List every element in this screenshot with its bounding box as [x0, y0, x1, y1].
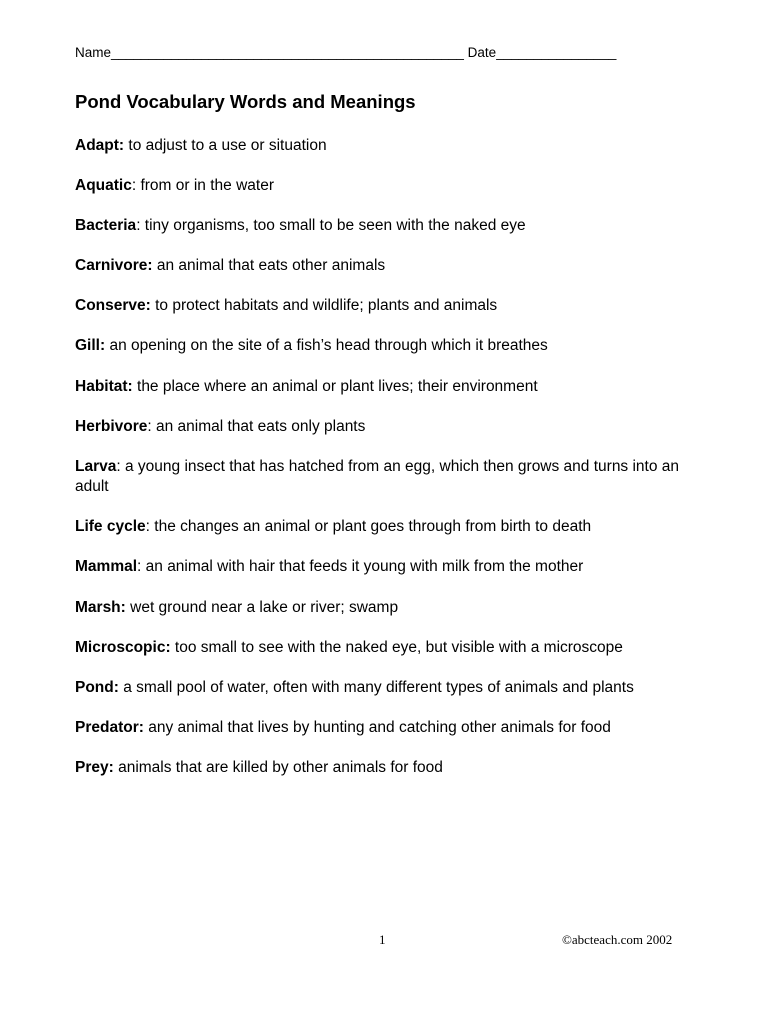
- copyright-notice: ©abcteach.com 2002: [562, 932, 673, 947]
- vocab-entry-conserve: [75, 296, 695, 317]
- vocab-term: Marsh:: [75, 598, 126, 616]
- vocab-term: Conserve:: [75, 297, 151, 315]
- vocab-term: Prey:: [75, 758, 114, 776]
- vocab-term: Herbivore: [75, 417, 148, 435]
- vocab-definition: animals that are killed by other animals for food: [113, 758, 443, 776]
- date-label: Date: [467, 45, 497, 60]
- vocab-definition: an opening on the site of a fish’s head through which it breathes: [105, 337, 548, 355]
- vocab-term: Pond:: [75, 678, 119, 696]
- vocab-term: Predator:: [75, 718, 144, 736]
- vocab-definition: wet ground near a lake or river; swamp: [125, 598, 399, 616]
- vocab-entry-herbivore: [75, 417, 695, 438]
- vocab-definition: : from or in the water: [131, 177, 274, 195]
- vocab-term: Bacteria: [75, 217, 137, 235]
- vocab-definition: : an animal with hair that feeds it young with milk from the mother: [137, 558, 584, 576]
- vocab-entry-microscopic: [75, 638, 695, 659]
- name-blank-line: _______________________________________________: [111, 45, 464, 60]
- vocab-definition: : a young insect that has hatched from an egg, which then grows and turns into an adult: [75, 457, 680, 496]
- vocab-term: Larva: [75, 457, 117, 475]
- vocab-entry-prey: [75, 758, 695, 779]
- vocab-definition: too small to see with the naked eye, but visible with a microscope: [170, 638, 623, 656]
- page-title: Pond Vocabulary Words and Meanings: [75, 91, 416, 112]
- vocab-definition: : an animal that eats only plants: [147, 417, 366, 435]
- vocab-entry-predator: [75, 718, 695, 739]
- vocab-entry-marsh: [75, 598, 695, 619]
- page-number: 1: [379, 932, 386, 947]
- vocab-entry-aquatic: [75, 176, 695, 197]
- vocab-term: Gill:: [75, 337, 106, 355]
- vocab-term: Mammal: [75, 558, 138, 576]
- vocab-entry-bacteria: [75, 216, 695, 237]
- vocab-entry-carnivore: [75, 256, 695, 277]
- name-label: Name: [75, 45, 112, 60]
- vocab-definition: a small pool of water, often with many different types of animals and plants: [118, 678, 634, 696]
- vocab-entry-habitat: [75, 377, 695, 398]
- name-date-line: [75, 45, 616, 60]
- vocab-entry-pond: [75, 678, 695, 699]
- vocab-entry-larva: [75, 457, 695, 498]
- vocab-term: Life cycle: [75, 518, 146, 536]
- vocab-definition: the place where an animal or plant lives; their environment: [132, 377, 538, 395]
- vocab-definition: to adjust to a use or situation: [124, 137, 327, 154]
- vocab-definition: to protect habitats and wildlife; plants and animals: [150, 297, 498, 315]
- vocab-entry-adapt: [75, 136, 695, 157]
- date-blank-line: ________________: [496, 45, 617, 60]
- vocab-entry-gill: [75, 336, 695, 357]
- vocabulary-list: [75, 136, 695, 798]
- vocab-definition: an animal that eats other animals: [152, 257, 386, 275]
- vocab-term: Carnivore:: [75, 257, 153, 275]
- vocab-entry-life-cycle: [75, 517, 695, 538]
- vocab-entry-mammal: [75, 557, 695, 578]
- vocab-term: Aquatic: [75, 177, 132, 195]
- vocab-term: Adapt:: [75, 137, 125, 154]
- vocab-term: Microscopic:: [75, 638, 171, 656]
- vocab-term: Habitat:: [75, 377, 133, 395]
- vocab-definition: any animal that lives by hunting and catching other animals for food: [143, 718, 611, 736]
- vocab-definition: : tiny organisms, too small to be seen with the naked eye: [136, 217, 526, 235]
- vocab-definition: : the changes an animal or plant goes through from birth to death: [145, 518, 592, 536]
